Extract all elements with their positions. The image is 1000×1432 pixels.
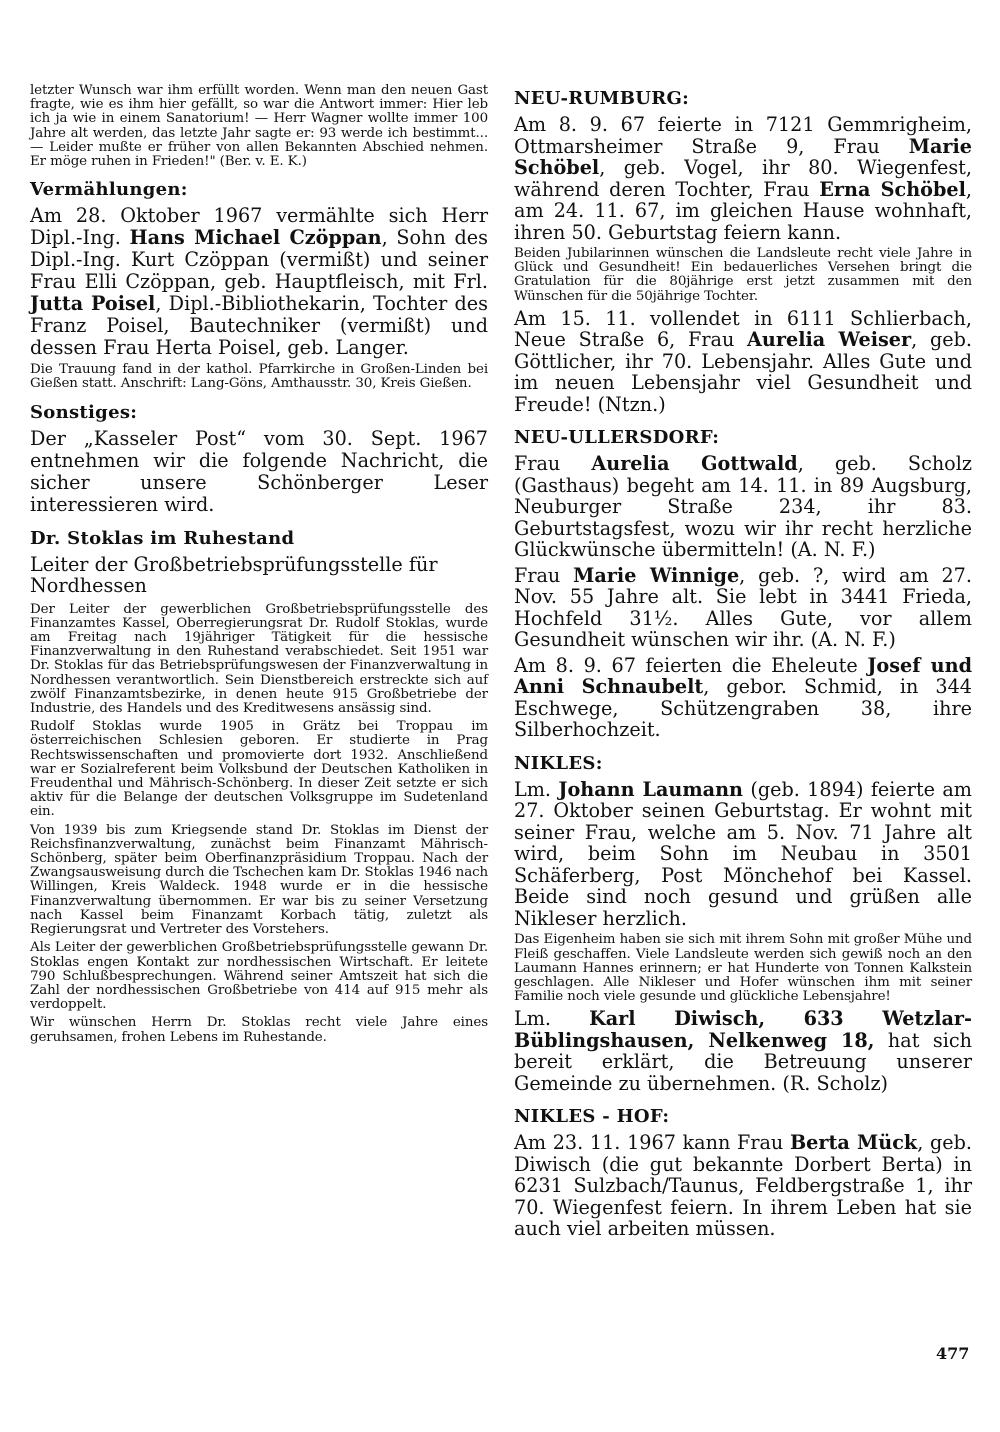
stoklas-paragraph-1: Der Leiter der gewerblichen Großbetriebsprüfungsstelle des Finanzamtes Kassel, Oberregierungsrat Dr. Rudolf Stoklas, wurde am Freitag nach 19jähriger Tätigkeit für die hessische Finanzverwaltung in den Ruhestand verabschiedet. Seit 1951 war Dr. Stoklas für das Betriebsprüfungswesen der Finanzverwaltung in Nordhessen verantwortlich. Sein Dienstbereich erstreckte sich auf zwölf Finanzamtsbezirke, in denen heute 915 Großbetriebe der Industrie, des Handels und des Kreditwesens ansässig sind.: [30, 601, 488, 717]
name-aurelia-gottwald: Aurelia Gottwald: [591, 452, 798, 476]
heading-neu-rumburg: NEU-RUMBURG:: [514, 88, 690, 109]
neu-ullersdorf-paragraph-2: Frau Marie Winnige, geb. ?, wird am 27. Nov. 55 Jahre alt. Sie lebt in 3441 Frieda, Hochfeld 31½. Alles Gute, vor allem Gesundheit wünschen wir ihr. (A. N. F.): [514, 563, 972, 652]
neu-rumburg-note: Beiden Jubilarinnen wünschen die Landsleute recht viele Jahre in Glück und Gesundheit! Ein bedauerliches Versehen bringt die Gratulation für die 80jährige erst jetzt zusammen mit den Wünschen für die 50jährige Tochter.: [514, 246, 972, 304]
heading-nikles: NIKLES:: [514, 752, 603, 774]
heading-vermaehlungen: Vermählungen:: [30, 179, 188, 201]
nikles-hof-paragraph: Am 23. 11. 1967 kann Frau Berta Mück, geb. Diwisch (die gut bekannte Dorbert Berta) in 6231 Sulzbach/Taunus, Feldbergstraße 1, ihr 70. Wiegenfest feiern. In ihrem Leben hat sie auch viel arbeiten müssen.: [514, 1131, 972, 1241]
name-marie-schoebel: Marie Schöbel: [514, 134, 972, 179]
nikles-paragraph-1: Lm. Johann Laumann (geb. 1894) feierte am 27. Oktober seinen Geburtstag. Er wohnt mit seiner Frau, welche am 5. Nov. 71 Jahre alt wird, beim Sohn im Neubau in 3501 Schäferberg, Post Mönchehof bei Kassel. Beide sind noch gesund und grüßen alle Nikleser herzlich.: [514, 777, 972, 930]
wedding-paragraph: Am 28. Oktober 1967 vermählte sich Herr Dipl.-Ing. Hans Michael Czöppan, Sohn des Dipl.-Ing. Kurt Czöppan (vermißt) und seiner Frau Elli Czöppan, geb. Hauptfleisch, mit Frl. Jutta Poisel, Dipl.-Bibliothekarin, Tochter des Franz Poisel, Bautechniker (vermißt) und dessen Frau Herta Poisel, geb. Langer.: [30, 204, 488, 360]
stoklas-paragraph-5: Wir wünschen Herrn Dr. Stoklas recht viele Jahre eines geruhsamen, frohen Lebens im Ruhestande.: [30, 1015, 488, 1045]
stoklas-paragraph-3: Von 1939 bis zum Kriegsende stand Dr. Stoklas im Dienst der Reichsfinanzverwaltung, zunächst beim Finanzamt Mährisch-Schönberg, später beim Oberfinanzpräsidium Troppau. Nach der Zwangsausweisung durch die Tschechen kam Dr. Stoklas 1946 nach Willingen, Kreis Waldeck. 1948 wurde er in die hessische Finanzverwaltung übernommen. Er war bis zu seiner Versetzung nach Kassel beim Finanzamt Korbach tätig, zuletzt als Regierungsrat und Vertreter des Vorstehers.: [30, 822, 488, 938]
stoklas-paragraph-2: Rudolf Stoklas wurde 1905 in Grätz bei Troppau im österreichischen Schlesien geboren. Er studierte in Prag Rechtswissenschaften und promovierte dort 1932. Anschließend war er Sozialreferent beim Volksbund der Deutschen Katholiken in Freudenthal und Mährisch-Schönberg. In dieser Zeit setzte er sich aktiv für die Belange der deutschen Volksgruppe im Sudetenland ein.: [30, 719, 488, 820]
right-column: [514, 78, 972, 1244]
heading-sonstiges: Sonstiges:: [30, 401, 138, 423]
name-berta-mueck: Berta Mück: [789, 1131, 918, 1155]
name-jutta-poisel: Jutta Poisel: [30, 292, 156, 316]
neu-ullersdorf-paragraph-3: Am 8. 9. 67 feierten die Eheleute Josef und Anni Schnaubelt, gebor. Schmid, in 344 Eschwege, Schützengraben 38, ihre Silberhochzeit.: [514, 653, 972, 742]
left-column: [30, 84, 488, 1049]
heading-nikles-hof: NIKLES - HOF:: [514, 1106, 670, 1128]
intro-paragraph: letzter Wunsch war ihm erfüllt worden. Wenn man den neuen Gast fragte, wie es ihm hier gefällt, so war die Antwort immer: Hier leb ich ja wie in einem Sanatorium! — Herr Wagner wollte immer 100 Jahre alt werden, das letzte Jahr sagte er: 93 werde ich bestimmt... — Leider mußte er früher von allen Bekannten Abschied nehmen. Er möge ruhen in Frieden!" (Ber. v. E. K.): [30, 83, 488, 170]
name-karl-diwisch: Karl Diwisch, 633 Wetzlar-Büblingshausen, Nelkenweg 18,: [514, 1007, 972, 1052]
wedding-note: Die Trauung fand in der kathol. Pfarrkirche in Großen-Linden bei Gießen statt. Anschrift: Lang-Göns, Amthausstr. 30, Kreis Gießen.: [30, 362, 488, 392]
neu-ullersdorf-paragraph-1: Frau Aurelia Gottwald, geb. Scholz (Gasthaus) begeht am 14. 11. in 89 Augsburg, Neuburger Straße 234, ihr 83. Geburtstagsfest, wozu wir ihr recht herzliche Glückwünsche übermitteln! (A. N. F.): [514, 452, 972, 562]
heading-neu-ullersdorf: NEU-ULLERSDORF:: [514, 427, 720, 449]
name-johann-laumann: Johann Laumann: [558, 777, 743, 801]
nikles-paragraph-2: Lm. Karl Diwisch, 633 Wetzlar-Büblingshausen, Nelkenweg 18, hat sich bereit erklärt, die Betreuung unserer Gemeinde zu übernehmen. (R. Scholz): [514, 1007, 972, 1095]
name-josef-anni-schnaubelt: Josef und Anni Schnaubelt: [514, 653, 972, 699]
stoklas-subtitle: Leiter der Großbetriebsprüfungsstelle für Nordhessen: [30, 552, 438, 598]
neu-rumburg-paragraph-1: Am 8. 9. 67 feierte in 7121 Gemmrigheim, Ottmarsheimer Straße 9, Frau Marie Schöbel, geb. Vogel, ihr 80. Wiegenfest, während deren Tochter, Frau Erna Schöbel, am 24. 11. 67, im gleichen Hause wohnhaft, ihren 50. Geburtstag feiern kann.: [514, 113, 972, 244]
name-erna-schoebel: Erna Schöbel: [819, 177, 966, 201]
name-aurelia-weiser: Aurelia Weiser: [747, 328, 912, 352]
stoklas-paragraph-4: Als Leiter der gewerblichen Großbetriebsprüfungsstelle gewann Dr. Stoklas engen Kontakt zur nordhessischen Wirtschaft. Er leitete 790 Schlußbesprechungen. Während seiner Amtszeit hat sich die Zahl der nordhessischen Großbetriebe von 414 auf 915 mehr als verdoppelt.: [30, 940, 488, 1013]
sonstiges-paragraph: Der „Kasseler Post“ vom 30. Sept. 1967 entnehmen wir die folgende Nachricht, die sicher unsere Schönberger Leser interessieren wird.: [30, 426, 488, 516]
heading-stoklas: Dr. Stoklas im Ruhestand: [30, 527, 295, 549]
name-marie-winnige: Marie Winnige: [573, 563, 740, 587]
name-hans-michael-czoeppan: Hans Michael Czöppan: [129, 226, 382, 250]
nikles-note: Das Eigenheim haben sie sich mit ihrem Sohn mit großer Mühe und Fleiß geschaffen. Viele Landsleute werden sich gewiß noch an den Laumann Hannes erinnern; er hat Hunderte von Tonnen Kalkstein geschlagen. Alle Nikleser und Hofer wünschen ihm mit seiner Familie noch viele gesunde und glückliche Lebensjahre!: [514, 932, 972, 1005]
neu-rumburg-paragraph-2: Am 15. 11. vollendet in 6111 Schlierbach, Neue Straße 6, Frau Aurelia Weiser, geb. Göttlicher, ihr 70. Lebensjahr. Alles Gute und im neuen Lebensjahr viel Gesundheit und Freude! (Ntzn.): [514, 306, 972, 416]
page-number: 477: [936, 1344, 970, 1363]
